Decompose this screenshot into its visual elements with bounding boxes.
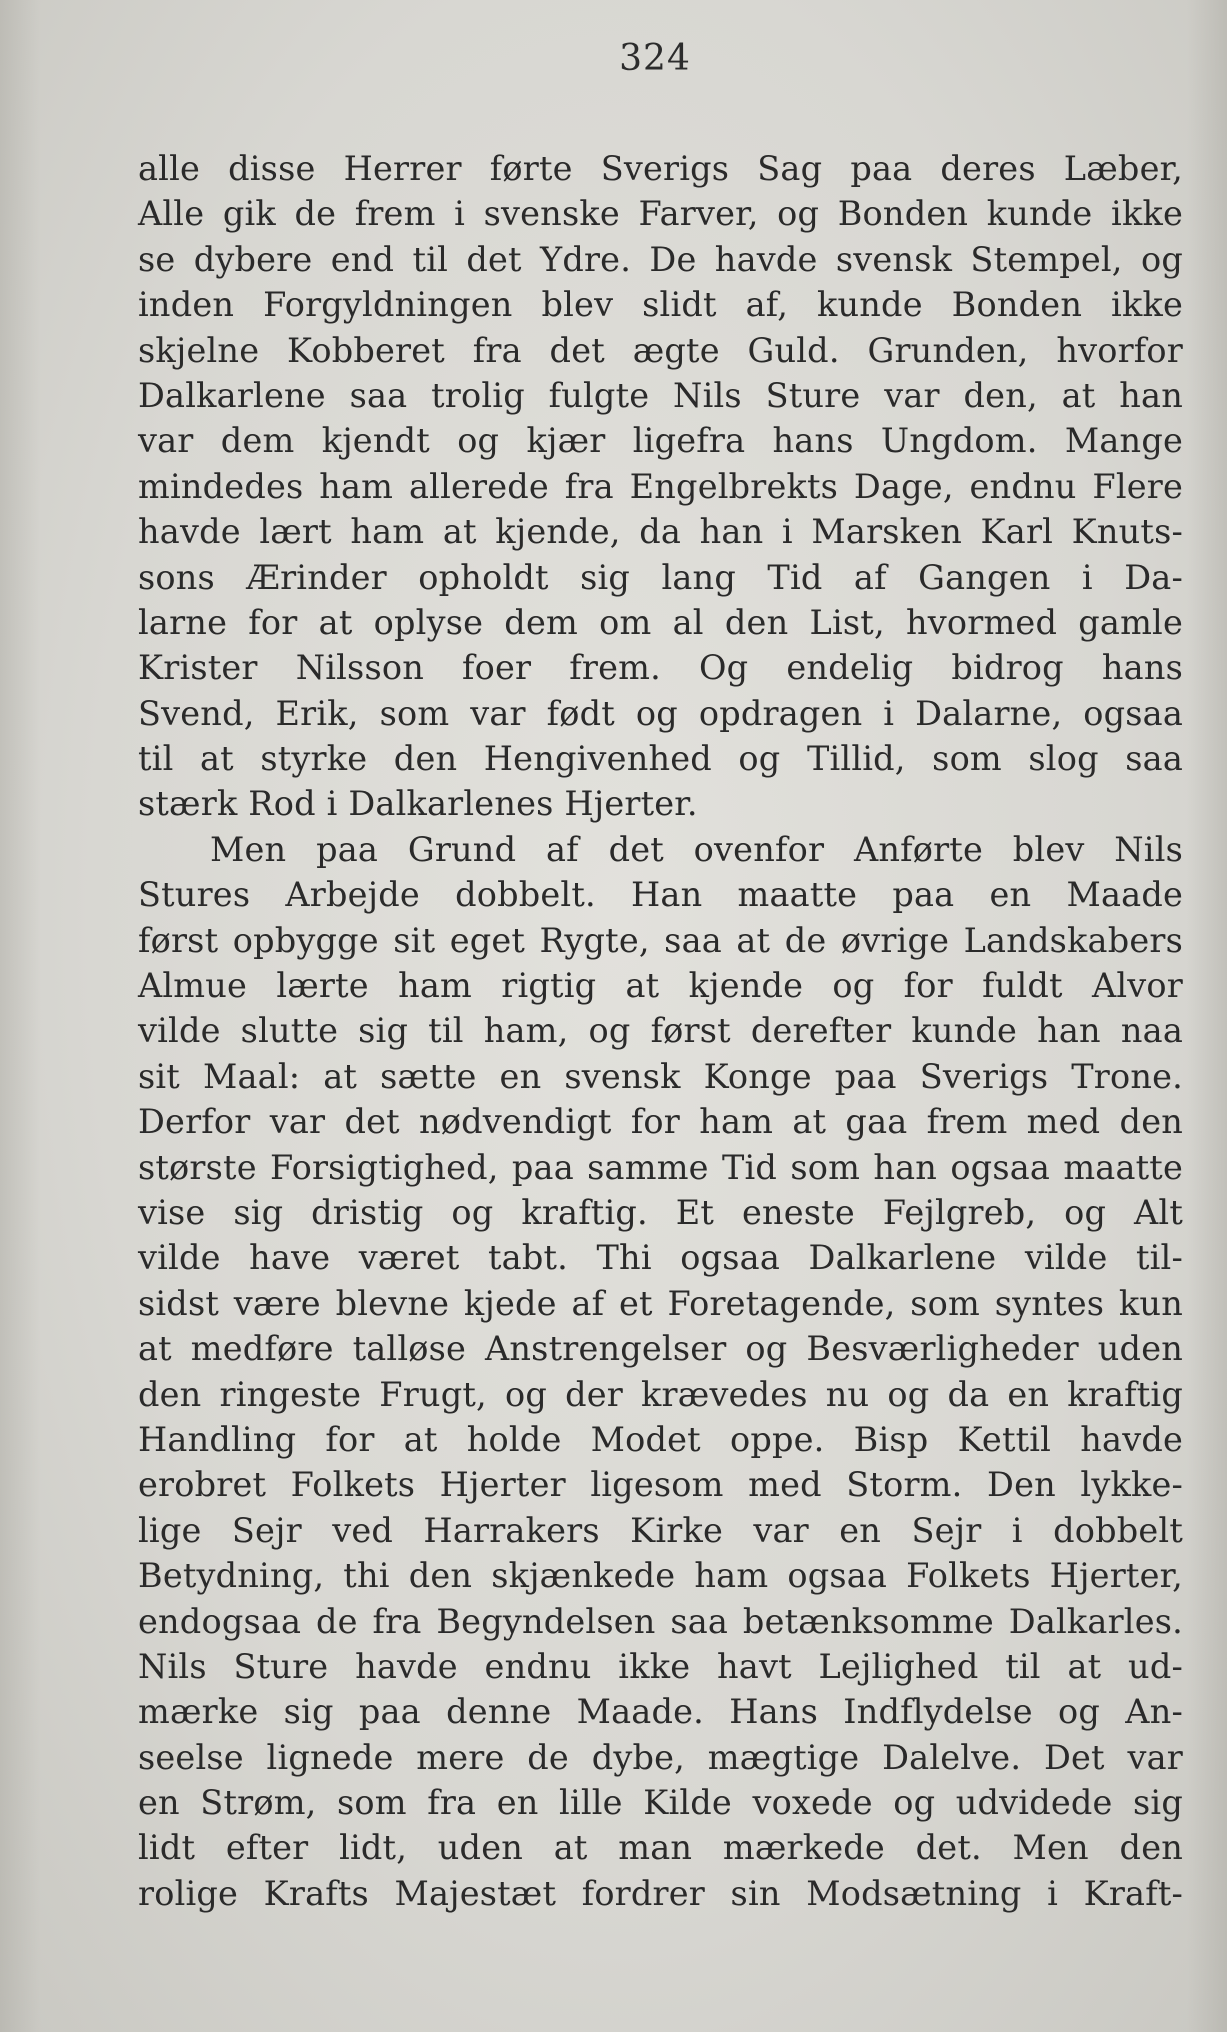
text-line: larne for at oplyse dem om al den List, hvormed gamle [138, 602, 1183, 642]
text-line: mærke sig paa denne Maade. Hans Indflydelse og An- [138, 1692, 1183, 1732]
text-line: Handling for at holde Modet oppe. Bisp Kettil havde [138, 1419, 1183, 1459]
text-line: sit Maal: at sætte en svensk Konge paa Sverigs Trone. [138, 1056, 1183, 1096]
text-line: Svend, Erik, som var født og opdragen i Dalarne, ogsaa [138, 693, 1183, 733]
paragraph-start-line: Men paa Grund af det ovenfor Anførte blev Nils [210, 829, 1183, 869]
text-line: til at styrke den Hengivenhed og Tillid, som slog saa [138, 739, 1183, 779]
paragraph-end-line: stærk Rod i Dalkarlenes Hjerter. [138, 784, 698, 824]
text-line: Derfor var det nødvendigt for ham at gaa frem med den [138, 1102, 1183, 1142]
text-line: skjelne Kobberet fra det ægte Guld. Grunden, hvorfor [138, 330, 1183, 370]
text-line: en Strøm, som fra en lille Kilde voxede og udvidede sig [138, 1783, 1183, 1823]
text-line: Krister Nilsson foer frem. Og endelig bidrog hans [138, 648, 1183, 688]
text-line: sidst være blevne kjede af et Foretagende, som syntes kun [138, 1283, 1183, 1323]
text-line: alle disse Herrer førte Sverigs Sag paa deres Læber, [138, 149, 1183, 188]
text-line: havde lært ham at kjende, da han i Marsken Karl Knuts- [138, 512, 1183, 552]
text-line: lidt efter lidt, uden at man mærkede det. Men den [138, 1828, 1183, 1868]
page-number: 324 [619, 38, 691, 79]
text-line: vilde slutte sig til ham, og først derefter kunde han naa [138, 1011, 1183, 1051]
page-edge-shadow-right [1187, 0, 1227, 2032]
text-line: seelse lignede mere de dybe, mægtige Dalelve. Det var [138, 1737, 1183, 1777]
text-line: største Forsigtighed, paa samme Tid som han ogsaa maatte [138, 1147, 1183, 1187]
text-line: lige Sejr ved Harrakers Kirke var en Sejr i dobbelt [138, 1510, 1183, 1550]
page-edge-shadow-left [0, 0, 40, 2032]
text-line: den ringeste Frugt, og der krævedes nu og da en kraftig [138, 1374, 1183, 1414]
text-line: at medføre talløse Anstrengelser og Besværligheder uden [138, 1329, 1183, 1369]
text-line: sons Ærinder opholdt sig lang Tid af Gangen i Da- [138, 557, 1183, 597]
text-line: Alle gik de frem i svenske Farver, og Bonden kunde ikke [138, 194, 1183, 234]
text-line: Dalkarlene saa trolig fulgte Nils Sture var den, at han [138, 375, 1183, 415]
body-text [138, 146, 1183, 1916]
text-line: først opbygge sit eget Rygte, saa at de øvrige Landskabers [138, 920, 1183, 960]
text-line: rolige Krafts Majestæt fordrer sin Modsætning i Kraft- [138, 1873, 1183, 1913]
text-line: Stures Arbejde dobbelt. Han maatte paa en Maade [138, 875, 1183, 915]
text-line: endogsaa de fra Begyndelsen saa betænksomme Dalkarles. [138, 1601, 1183, 1641]
text-line: Betydning, thi den skjænkede ham ogsaa Folkets Hjerter, [138, 1556, 1183, 1596]
text-line: mindedes ham allerede fra Engelbrekts Dage, endnu Flere [138, 466, 1183, 506]
text-line: Almue lærte ham rigtig at kjende og for fuldt Alvor [138, 966, 1183, 1006]
text-line: Nils Sture havde endnu ikke havt Lejlighed til at ud- [138, 1646, 1183, 1686]
text-line: vilde have været tabt. Thi ogsaa Dalkarlene vilde til- [138, 1238, 1183, 1278]
text-line: vise sig dristig og kraftig. Et eneste Fejlgreb, og Alt [138, 1192, 1183, 1232]
text-line: erobret Folkets Hjerter ligesom med Storm. Den lykke- [138, 1465, 1183, 1505]
text-line: inden Forgyldningen blev slidt af, kunde Bonden ikke [138, 285, 1183, 325]
text-line: se dybere end til det Ydre. De havde svensk Stempel, og [138, 239, 1183, 279]
text-line: var dem kjendt og kjær ligefra hans Ungdom. Mange [138, 421, 1183, 461]
